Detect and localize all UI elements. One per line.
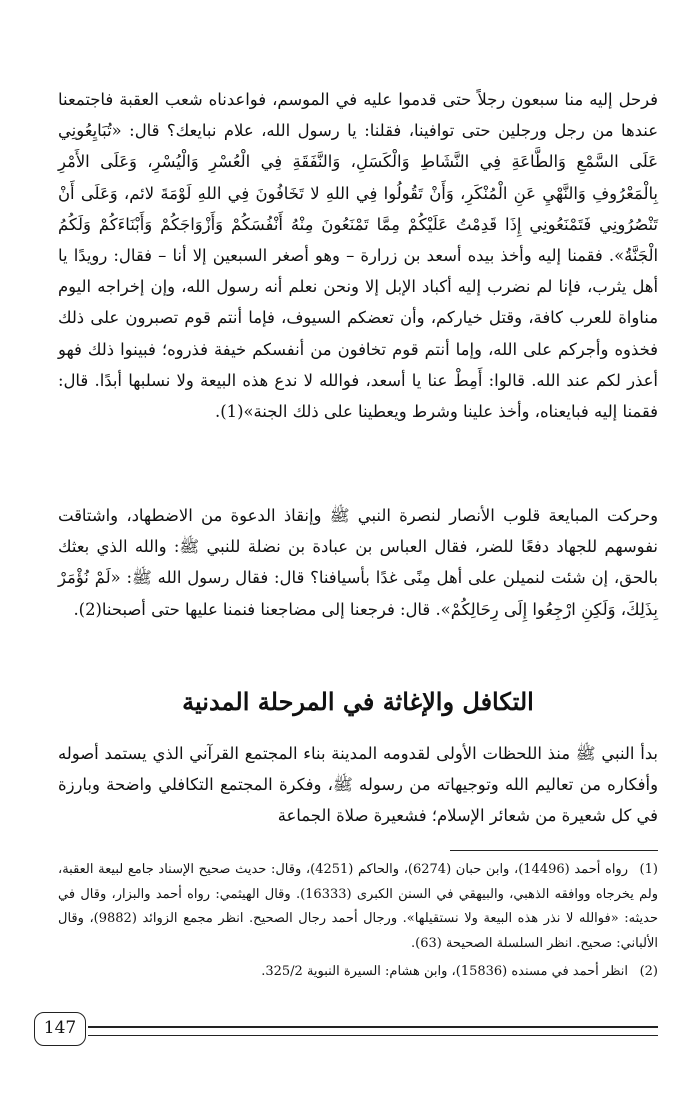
page-number: 147 [34, 1012, 86, 1046]
body-paragraph-2 [58, 500, 658, 625]
footer-rule [88, 1026, 658, 1036]
footnote-2-number: (2) [639, 964, 658, 979]
footnote-2 [58, 960, 658, 985]
paragraph-1-text: فرحل إليه منا سبعون رجلاً حتى قدموا عليه في الموسم، فواعدناه شعب العقبة فاجتمعنا عندها من رجل ورجلين حتى توافينا، فقلنا: يا رسول الله، علام نبايعك؟ قال: «تُبَايِعُونِي عَلَى السَّمْعِ وَالطَّاعَةِ فِي النَّشَاطِ وَالْكَسَلِ، وَالنَّفَقَةِ فِي الْعُسْرِ وَالْيُسْرِ، وَعَلَى الأَمْرِ بِالْمَعْرُوفِ وَالنَّهْيِ عَنِ الْمُنْكَرِ، وَأَنْ تَقُولُوا فِي اللهِ لا تَخَافُونَ فِي اللهِ لَوْمَةَ لائم، وَعَلَى أَنْ تَنْصُرُونِي فَتَمْنَعُونِي إِذَا قَدِمْتُ عَلَيْكُمْ مِمَّا تَمْنَعُونَ مِنْهُ أَنْفُسَكُمْ وَأَزْوَاجَكُمْ وَأَبْنَاءَكُمْ وَلَكُمُ الْجَنَّةُ». فقمنا إليه وأخذ بيده أسعد بن زرارة – وهو أصغر السبعين إلا أنا – فقال: رويدًا يا أهل يثرب، فإنا لم نضرب إليه أكباد الإبل إلا ونحن نعلم أنه رسول الله، وإن إخراجه اليوم مناواة للعرب كافة، وقتل خياركم، وأن تعضكم السيوف، فإما أنتم قوم تصبرون على ذلك فخذوه وأجركم على الله، وإما أنتم قوم تخافون من أنفسكم خيفة فذروه؛ فبينوا ذلك فهو أعذر لكم عند الله. قالوا: أَمِطْ عنا يا أسعد، فوالله لا ندع هذه البيعة ولا نسلبها أبدًا. قال: فقمنا إليه فبايعناه، وأخذ علينا وشرط ويعطينا على ذلك الجنة» [58, 90, 658, 422]
footnote-1 [58, 858, 658, 956]
section-heading: التكافل والإغاثة في المرحلة المدنية [182, 687, 534, 716]
footnote-separator [450, 850, 658, 851]
footnote-2-text: انظر أحمد في مسنده (15836)، وابن هشام: السيرة النبوية 325/2. [261, 964, 628, 979]
paragraph-2-text: وحركت المبايعة قلوب الأنصار لنصرة النبي ﷺ وإنقاذ الدعوة من الاضطهاد، واشتاقت نفوسهم للجهاد دفعًا للضر، فقال العباس بن عبادة بن نضلة للنبي ﷺ: والله الذي بعثك بالحق، إن شئت لنميلن على أهل مِنًى غدًا بأسيافنا؟ قال: فقال رسول الله ﷺ: «لَمْ نُؤْمَرْ بِذَلِكَ، وَلَكِنِ ارْجِعُوا إِلَى رِحَالِكُمْ». قال: فرجعنا إلى مضاجعنا فنمنا عليها حتى أصبحنا [58, 506, 658, 619]
footnote-1-number: (1) [639, 862, 658, 877]
footnote-ref-1: (1). [215, 402, 244, 422]
footnote-1-text: رواه أحمد (14496)، وابن حبان (6274)، والحاكم (4251)، وقال: حديث صحيح الإسناد جامع لبيعة العقبة، ولم يخرجاه ووافقه الذهبي، والبيهقي في السنن الكبرى (16333). وقال الهيثمي: رواه أحمد والبزار، وقال في حديثه: «فوالله لا نذر هذه البيعة ولا نستقيلها». ورجال أحمد رجال الصحيح. انظر مجمع الزوائد (9882)، وقال الألباني: صحيح. انظر السلسلة الصحيحة (63). [58, 862, 658, 951]
body-paragraph-1 [58, 84, 658, 427]
body-paragraph-3: بدأ النبي ﷺ منذ اللحظات الأولى لقدومه المدينة بناء المجتمع القرآني الذي يستمد أصوله وأفكاره من تعاليم الله وتوجيهاته من رسوله ﷺ، وفكرة المجتمع التكافلي واضحة وبارزة في كل شعيرة من شعائر الإسلام؛ فشعيرة صلاة الجماعة [58, 744, 658, 826]
footnote-ref-2: (2). [73, 599, 102, 619]
